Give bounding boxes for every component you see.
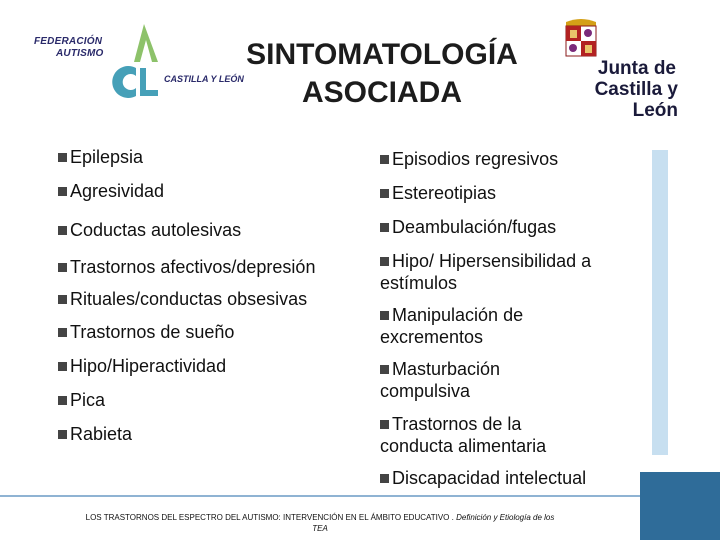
- list-item: [380, 467, 586, 489]
- coat-of-arms-icon: [556, 16, 606, 62]
- list-item: [380, 182, 496, 204]
- bullet-icon: [58, 226, 67, 235]
- list-item: [58, 180, 164, 202]
- list-item-text: Rituales/conductas obsesivas: [70, 289, 308, 309]
- list-item-text-cont: estímulos: [380, 273, 458, 293]
- bullet-icon: [58, 153, 67, 162]
- list-item: [380, 413, 546, 457]
- list-item: [58, 219, 241, 241]
- bullet-icon: [380, 223, 389, 232]
- bullet-icon: [58, 430, 67, 439]
- junta-castilla-leon-logo: [540, 14, 680, 121]
- list-item: [380, 148, 558, 170]
- footer-italic: Definición y Etiología de los: [456, 513, 555, 522]
- federacion-logo-line1: FEDERACIÓN: [34, 36, 103, 47]
- bullet-icon: [380, 257, 389, 266]
- list-item-text: Hipo/ Hipersensibilidad a: [392, 251, 592, 271]
- list-item-text-cont: conducta alimentaria: [380, 436, 547, 456]
- list-item: [380, 250, 591, 294]
- bullet-icon: [380, 155, 389, 164]
- list-item: [380, 358, 500, 402]
- list-item-text: Trastornos de sueño: [70, 322, 235, 342]
- bullet-icon: [58, 328, 67, 337]
- list-item: [58, 423, 132, 445]
- list-item-text: Rabieta: [70, 424, 133, 444]
- federacion-logo-text: [34, 36, 104, 60]
- footer-text: [10, 512, 630, 534]
- federacion-logo-line2: AUTISMO: [56, 48, 104, 59]
- list-item-text: Coductas autolesivas: [70, 220, 242, 240]
- list-item-text: Epilepsia: [70, 147, 144, 167]
- list-item-text: Estereotipias: [392, 183, 497, 203]
- cl-logo-icon: [106, 22, 162, 98]
- bullet-icon: [58, 295, 67, 304]
- junta-logo-line1: Junta de: [597, 58, 676, 79]
- list-item-text: Trastornos de la: [392, 414, 522, 434]
- federacion-logo-line3: CASTILLA Y LEÓN: [164, 74, 244, 84]
- title-line-1: SINTOMATOLOGÍA: [246, 38, 518, 71]
- decorative-corner-block: [640, 472, 720, 540]
- list-item-text: Deambulación/fugas: [392, 217, 557, 237]
- bullet-icon: [58, 187, 67, 196]
- list-item: [58, 355, 226, 377]
- list-item-text: Manipulación de: [392, 305, 524, 325]
- bullet-icon: [380, 189, 389, 198]
- list-item: [380, 216, 556, 238]
- list-item-text: Hipo/Hiperactividad: [70, 356, 227, 376]
- footer-divider: [0, 495, 640, 497]
- list-item-text: Trastornos afectivos/depresión: [70, 257, 316, 277]
- list-item-text: Pica: [70, 390, 106, 410]
- footer-main: LOS TRASTORNOS DEL ESPECTRO DEL AUTISMO: INTERVENCIÓN EN EL ÁMBITO EDUCATIVO .: [85, 513, 454, 522]
- slide-title: [200, 36, 564, 112]
- decorative-side-bar: [652, 150, 668, 455]
- list-item: [58, 321, 234, 343]
- list-item-text: Discapacidad intelectual: [392, 468, 587, 488]
- list-item: [58, 288, 307, 310]
- junta-logo-line2: Castilla y León: [594, 79, 678, 121]
- title-line-2: ASOCIADA: [301, 76, 462, 109]
- junta-logo-text: [548, 58, 678, 121]
- list-item-text-cont: compulsiva: [380, 381, 471, 401]
- bullet-icon: [380, 311, 389, 320]
- list-item: [380, 304, 523, 348]
- bullet-icon: [380, 474, 389, 483]
- bullet-icon: [58, 362, 67, 371]
- footer-line2: TEA: [312, 524, 328, 533]
- bullet-icon: [380, 365, 389, 374]
- list-item: [58, 256, 315, 278]
- list-item: [58, 389, 105, 411]
- list-item-text: Agresividad: [70, 181, 165, 201]
- list-item-text: Episodios regresivos: [392, 149, 559, 169]
- bullet-icon: [58, 396, 67, 405]
- bullet-icon: [58, 263, 67, 272]
- list-item-text-cont: excrementos: [380, 327, 484, 347]
- list-item: [58, 146, 143, 168]
- list-item-text: Masturbación: [392, 359, 501, 379]
- bullet-icon: [380, 420, 389, 429]
